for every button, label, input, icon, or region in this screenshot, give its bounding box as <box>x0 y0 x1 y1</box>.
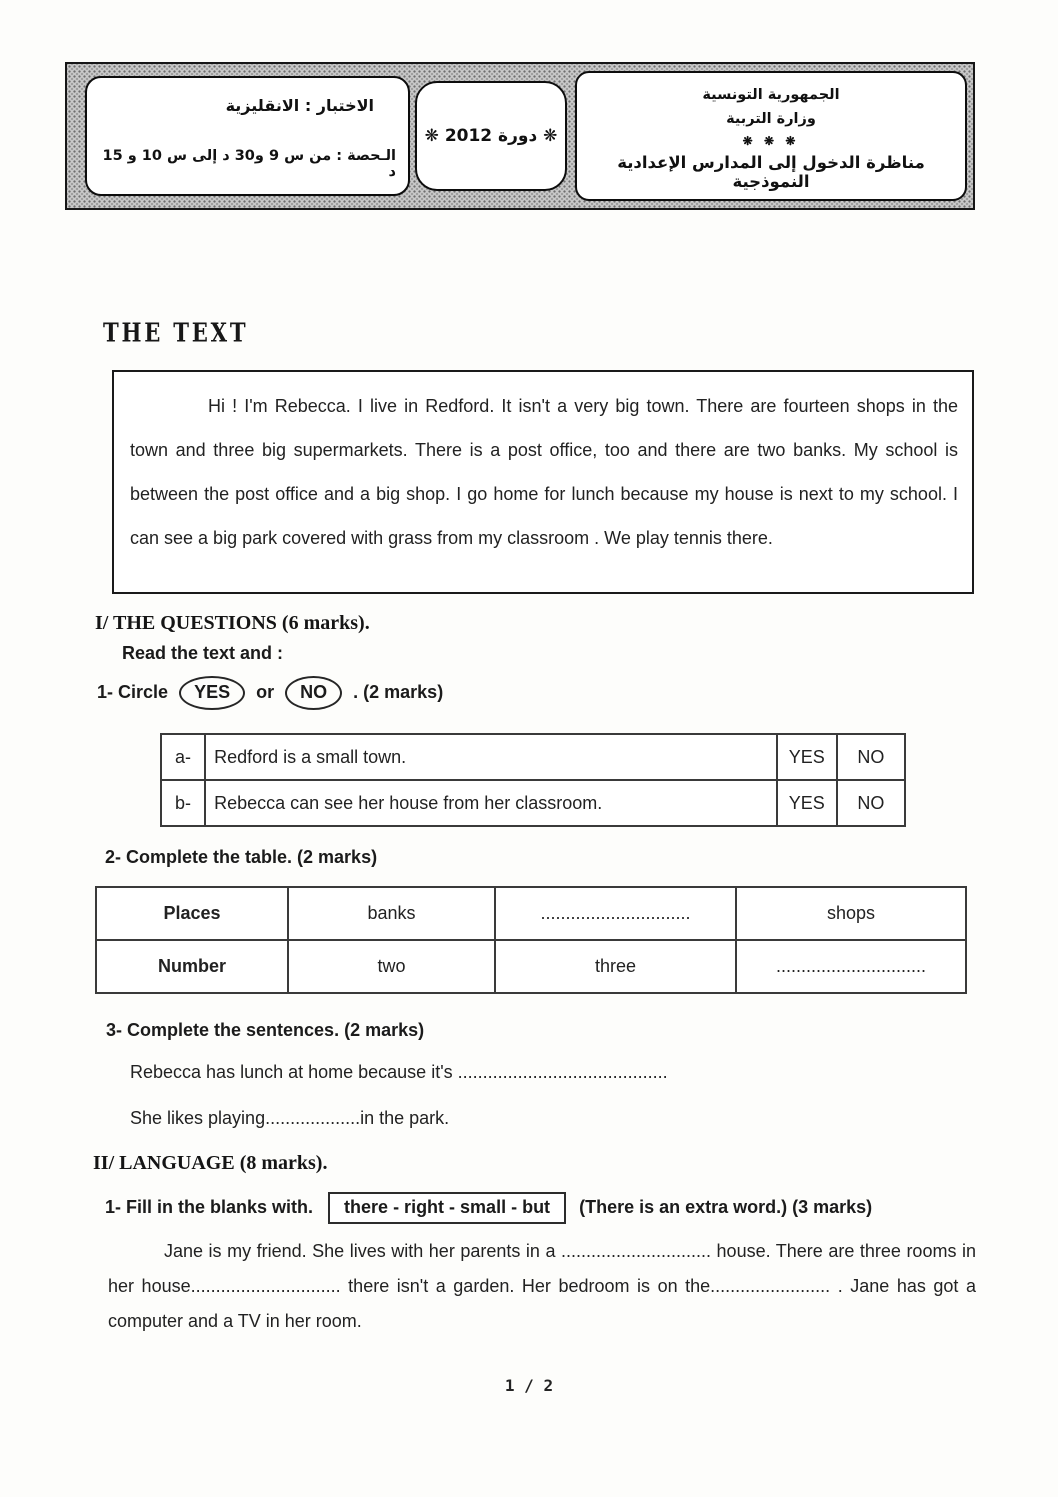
fill-blanks-suffix: (There is an extra word.) (3 marks) <box>579 1197 873 1217</box>
exam-title-label: مناظرة الدخول إلى المدارس الإعدادية النموذجية <box>617 153 925 191</box>
completion-sentence-2: She likes playing...................in the park. <box>130 1108 450 1128</box>
fill-blanks-paragraph-text: Jane is my friend. She lives with her parents in a .............................. house. There are three rooms in her house.............................. there isn't a garden. Her bedroom is on the........................ . Jane has got a computer and a TV in her room. <box>108 1241 976 1331</box>
session-year-label: ❋ دورة 2012 ❋ <box>424 126 558 146</box>
no-oval: NO <box>285 676 342 710</box>
table-cell: two <box>288 940 495 993</box>
fill-blanks-paragraph <box>108 1234 976 1339</box>
header-band <box>65 62 975 210</box>
row-yes-option: YES <box>777 734 837 780</box>
row-no-option: NO <box>837 780 905 826</box>
places-header-cell: Places <box>96 887 288 940</box>
exam-session-time-label: الـحصة : من س 9 و30 د إلى س 10 و 15 د <box>102 148 396 180</box>
word-bank-box: there - right - small - but <box>328 1192 566 1224</box>
question2-label: 2- Complete the table. (2 marks) <box>105 847 378 867</box>
table-row <box>96 940 966 993</box>
header-year-box <box>415 81 567 191</box>
row-statement: Redford is a small town. <box>205 734 777 780</box>
reading-text-paragraph: Hi ! I'm Rebecca. I live in Redford. It isn't a very big town. There are fourteen shops in the town and three big supermarkets. There is a post office, too and there are two banks. My school is between the post office and a big shop. I go home for lunch because my house is next to my school. I can see a big park covered with grass from my classroom . We play tennis there. <box>130 396 958 548</box>
row-yes-option: YES <box>777 780 837 826</box>
page-number: 1 / 2 <box>504 1376 554 1395</box>
exam-subject-label: الاختبار : الانقليزية <box>225 96 374 115</box>
table-cell: shops <box>736 887 966 940</box>
header-exam-info-box <box>85 76 410 196</box>
table-row <box>161 780 905 826</box>
republic-label: الجمهورية التونسية <box>702 87 840 103</box>
question1-prefix: 1- Circle <box>97 682 169 702</box>
table-row <box>96 887 966 940</box>
row-id: a- <box>161 734 205 780</box>
or-label: or <box>256 682 275 702</box>
read-instruction: Read the text and : <box>122 643 284 663</box>
row-id: b- <box>161 780 205 826</box>
fill-blanks-line <box>105 1192 872 1224</box>
question1-suffix: . (2 marks) <box>353 682 444 702</box>
question1-circle-line <box>97 676 443 710</box>
table-row <box>161 734 905 780</box>
the-text-heading: THE TEXT <box>103 318 249 349</box>
row-statement: Rebecca can see her house from her classroom. <box>205 780 777 826</box>
header-ministry-box <box>575 71 967 201</box>
number-header-cell: Number <box>96 940 288 993</box>
completion-sentence-1: Rebecca has lunch at home because it's .......................................... <box>130 1062 668 1082</box>
question3-label: 3- Complete the sentences. (2 marks) <box>106 1020 425 1040</box>
table-blank-cell: .............................. <box>495 887 736 940</box>
reading-text-box <box>112 370 974 594</box>
language-section-heading: II/ LANGUAGE (8 marks). <box>93 1152 328 1174</box>
fill-blanks-prefix: 1- Fill in the blanks with. <box>105 1197 314 1217</box>
table-cell: banks <box>288 887 495 940</box>
questions-section-heading: I/ THE QUESTIONS (6 marks). <box>95 612 370 634</box>
places-table <box>95 886 967 994</box>
yes-oval: YES <box>179 676 245 710</box>
table-cell: three <box>495 940 736 993</box>
row-no-option: NO <box>837 734 905 780</box>
yes-no-table <box>160 733 906 827</box>
table-blank-cell: .............................. <box>736 940 966 993</box>
stars-divider-icon: ❋ ❋ ❋ <box>742 134 800 148</box>
ministry-label: وزارة التربية <box>726 111 816 127</box>
